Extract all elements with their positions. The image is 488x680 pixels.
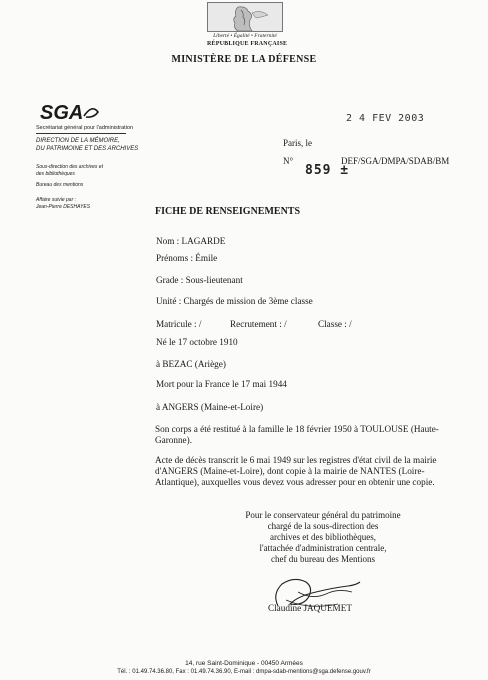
field-lieu-naissance: à BEZAC (Ariège)	[156, 359, 226, 369]
field-recrutement: Recrutement : /	[230, 319, 287, 329]
acte-line-1: Acte de décès transcrit le 6 mai 1949 sur les registres d'état civil de la mairie	[155, 455, 437, 465]
direction-line-2: DU PATRIMOINE ET DES ARCHIVES	[36, 146, 139, 152]
acte-line-3: Atlantique), auxquelles vous devez vous adresser pour en obtenir une copie.	[155, 477, 435, 487]
sga-subtitle: Secrétariat général pour l'administration	[36, 125, 134, 131]
republique-francaise-logo	[207, 2, 288, 50]
footer-address: 14, rue Saint-Dominique - 00450 Armées	[185, 660, 303, 667]
ministry-title: MINISTÈRE DE LA DÉFENSE	[171, 54, 317, 65]
signature-line-2: chargé de la sous-direction des	[267, 521, 379, 531]
footer-contact: Tél. : 01.49.74.36.80, Fax : 01.49.74.36.90, E-mail : dmpa-sdab-mentions@sga.defense.gouv.fr	[117, 669, 371, 675]
marianne-logo-icon	[207, 2, 283, 32]
divider	[36, 133, 126, 134]
date-stamp: 2 4 FEV 2003	[346, 113, 425, 124]
field-classe: Classe : /	[318, 319, 352, 329]
field-lieu-deces: à ANGERS (Maine-et-Loire)	[156, 402, 264, 412]
followed-by-name: Jean-Pierre DESHAYES	[36, 204, 91, 210]
number-stamp: 859 ±	[305, 163, 350, 178]
direction-line-1: DIRECTION DE LA MÉMOIRE,	[36, 138, 120, 144]
signature-line-5: chef du bureau des Mentions	[271, 554, 375, 564]
signature-line-4: l'attachée d'administration centrale,	[259, 543, 387, 553]
number-label: N°	[283, 156, 294, 166]
followed-by-label: Affaire suivie par :	[36, 197, 77, 203]
field-matricule: Matricule : /	[156, 319, 202, 329]
republic-motto: Liberté • Égalité • Fraternité	[213, 33, 277, 39]
field-nom: Nom : LAGARDE	[156, 236, 226, 246]
republic-name: RÉPUBLIQUE FRANÇAISE	[207, 41, 288, 47]
sga-logo	[40, 100, 102, 124]
sga-logo-text: SGA	[40, 102, 84, 124]
reference-code: DEF/SGA/DMPA/SDAB/BM	[341, 156, 450, 166]
field-grade: Grade : Sous-lieutenant	[156, 275, 243, 285]
sga-logo-icon	[40, 100, 102, 124]
subdirection-line-2: des bibliothèques	[36, 171, 75, 177]
subdirection-line-1: Sous-direction des archives et	[36, 164, 103, 170]
bureau-name: Bureau des mentions	[36, 182, 84, 188]
signature-line-3: archives et des bibliothèques,	[270, 532, 376, 542]
field-naissance: Né le 17 octobre 1910	[156, 337, 238, 347]
acte-line-2: d'ANGERS (Maine-et-Loire), dont copie à la mairie de NANTES (Loire-	[155, 466, 425, 476]
place-label: Paris, le	[283, 138, 312, 148]
field-unite: Unité : Chargés de mission de 3ème classe	[156, 296, 313, 306]
field-prenoms: Prénoms : Émile	[156, 253, 218, 263]
corps-line-1: Son corps a été restitué à la famille le 18 février 1950 à TOULOUSE (Haute-	[155, 424, 439, 434]
signatory-name: Claudine JAQUEMET	[268, 603, 352, 613]
field-deces: Mort pour la France le 17 mai 1944	[156, 379, 287, 389]
signature-line-1: Pour le conservateur général du patrimoine	[245, 510, 401, 520]
corps-line-2: Garonne).	[155, 435, 192, 445]
fiche-title: FICHE DE RENSEIGNEMENTS	[155, 206, 301, 217]
